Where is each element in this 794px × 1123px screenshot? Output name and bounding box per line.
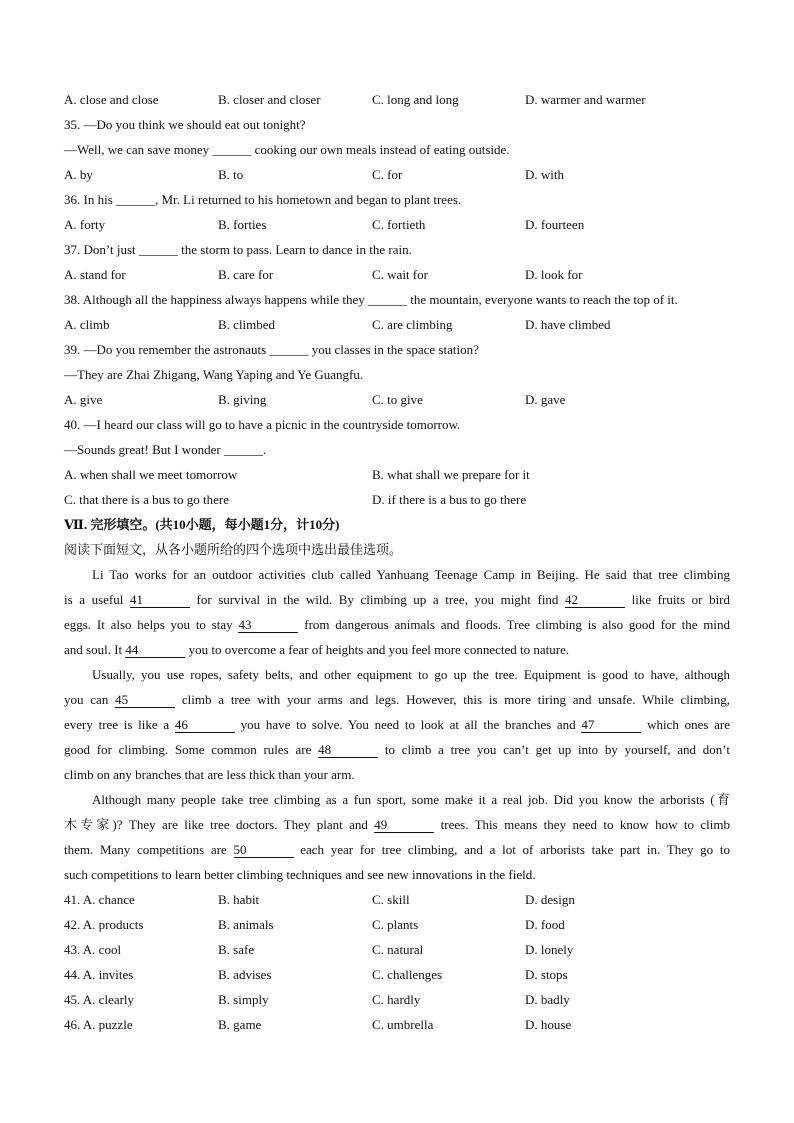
q39-option-c: C. to give bbox=[372, 392, 423, 407]
blank-47: 47 bbox=[581, 718, 641, 733]
q36-option-a: A. forty bbox=[64, 217, 106, 232]
q44-option-a: 44. A. invites bbox=[64, 967, 134, 982]
q40-option-c: C. that there is a bus to go there bbox=[64, 492, 229, 507]
q35-option-c: C. for bbox=[372, 167, 403, 182]
passage-p2-line2 bbox=[64, 691, 730, 708]
passage-p3-line1: Although many people take tree climbing as a fun sport, some make it a real job. Did you know the arborists (育 bbox=[92, 792, 730, 807]
text-segment: and soul. It bbox=[64, 642, 123, 657]
q40-reply bbox=[64, 441, 730, 458]
q38-option-d: D. have climbed bbox=[525, 317, 611, 332]
q39-stem-part2: you classes in the space station? bbox=[311, 342, 479, 357]
q36-option-d: D. fourteen bbox=[525, 217, 585, 232]
section-instruction: 阅读下面短文，从各小题所给的四个选项中选出最佳选项。 bbox=[64, 542, 403, 557]
q34-option-b: B. closer and closer bbox=[218, 92, 321, 107]
q42-option-b: B. animals bbox=[218, 917, 274, 932]
passage-p1-line3 bbox=[64, 616, 730, 633]
q40-option-a: A. when shall we meet tomorrow bbox=[64, 467, 238, 482]
q43-option-a: 43. A. cool bbox=[64, 942, 122, 957]
text-segment: which ones are bbox=[647, 717, 731, 732]
q39-option-d: D. gave bbox=[525, 392, 566, 407]
q42-option-d: D. food bbox=[525, 917, 565, 932]
q44-option-b: B. advises bbox=[218, 967, 272, 982]
q41-option-b: B. habit bbox=[218, 892, 260, 907]
q40-blank: ______ bbox=[223, 442, 263, 457]
q41-option-c: C. skill bbox=[372, 892, 410, 907]
passage-p3-line4: such competitions to learn better climbing techniques and see new innovations in the field. bbox=[64, 867, 536, 882]
text-segment: 木专家)? They are like tree doctors. They plant and bbox=[64, 817, 368, 832]
q35-reply bbox=[64, 141, 730, 158]
q46-option-a: 46. A. puzzle bbox=[64, 1017, 133, 1032]
q38-option-a: A. climb bbox=[64, 317, 110, 332]
q36-stem bbox=[64, 191, 730, 208]
blank-41: 41 bbox=[130, 593, 190, 608]
q35-option-d: D. with bbox=[525, 167, 564, 182]
q39-blank: ______ bbox=[269, 342, 309, 357]
q35-stem: 35. —Do you think we should eat out tonight? bbox=[64, 117, 306, 132]
q35-blank: ______ bbox=[212, 142, 252, 157]
section-title: Ⅶ. 完形填空。(共10小题，每小题1分，计10分) bbox=[64, 517, 340, 532]
q37-stem-part1: 37. Don’t just bbox=[64, 242, 136, 257]
q37-option-b: B. care for bbox=[218, 267, 274, 282]
q34-option-d: D. warmer and warmer bbox=[525, 92, 646, 107]
q38-option-b: B. climbed bbox=[218, 317, 276, 332]
blank-44: 44 bbox=[125, 643, 185, 658]
blank-45: 45 bbox=[115, 693, 175, 708]
q39-reply: —They are Zhai Zhigang, Wang Yaping and Ye Guangfu. bbox=[64, 367, 364, 382]
q40-stem: 40. —I heard our class will go to have a picnic in the countryside tomorrow. bbox=[64, 417, 461, 432]
q36-stem-part1: 36. In his bbox=[64, 192, 113, 207]
passage-p3-line3 bbox=[64, 841, 730, 858]
text-segment: each year for tree climbing, and a lot of arborists take part in. They go to bbox=[300, 842, 731, 857]
passage-p2-line4 bbox=[64, 741, 730, 758]
q39-stem-part1: 39. —Do you remember the astronauts bbox=[64, 342, 267, 357]
q39-option-a: A. give bbox=[64, 392, 103, 407]
blank-49: 49 bbox=[374, 818, 434, 833]
q44-option-c: C. challenges bbox=[372, 967, 443, 982]
q40-option-b: B. what shall we prepare for it bbox=[372, 467, 530, 482]
text-segment: is a useful bbox=[64, 592, 124, 607]
q35-reply-part1: —Well, we can save money bbox=[64, 142, 210, 157]
blank-50: 50 bbox=[234, 843, 294, 858]
passage-p3-line2 bbox=[64, 816, 730, 833]
q40-reply-part2: . bbox=[262, 442, 267, 457]
q34-option-a: A. close and close bbox=[64, 92, 159, 107]
q38-option-c: C. are climbing bbox=[372, 317, 453, 332]
q35-option-b: B. to bbox=[218, 167, 244, 182]
q42-option-c: C. plants bbox=[372, 917, 419, 932]
q45-option-c: C. hardly bbox=[372, 992, 421, 1007]
q45-option-b: B. simply bbox=[218, 992, 269, 1007]
passage-p1-line2 bbox=[64, 591, 730, 608]
q42-option-a: 42. A. products bbox=[64, 917, 144, 932]
q38-stem bbox=[64, 291, 730, 308]
q37-blank: ______ bbox=[138, 242, 178, 257]
q40-reply-part1: —Sounds great! But I wonder bbox=[64, 442, 221, 457]
q36-stem-part2: , Mr. Li returned to his hometown and began to plant trees. bbox=[155, 192, 462, 207]
q46-option-c: C. umbrella bbox=[372, 1017, 434, 1032]
text-segment: eggs. It also helps you to stay bbox=[64, 617, 233, 632]
q35-option-a: A. by bbox=[64, 167, 93, 182]
blank-48: 48 bbox=[318, 743, 378, 758]
text-segment: you can bbox=[64, 692, 109, 707]
text-segment: good for climbing. Some common rules are bbox=[64, 742, 312, 757]
blank-46: 46 bbox=[175, 718, 235, 733]
q34-option-c: C. long and long bbox=[372, 92, 459, 107]
passage-p1-line1: Li Tao works for an outdoor activities club called Yanhuang Teenage Camp in Beijing. He said that tree climbing bbox=[92, 567, 730, 582]
q37-option-d: D. look for bbox=[525, 267, 583, 282]
text-segment: every tree is like a bbox=[64, 717, 170, 732]
q46-option-b: B. game bbox=[218, 1017, 262, 1032]
q40-option-d: D. if there is a bus to go there bbox=[372, 492, 527, 507]
q38-blank: ______ bbox=[368, 292, 408, 307]
q43-option-d: D. lonely bbox=[525, 942, 574, 957]
blank-42: 42 bbox=[565, 593, 625, 608]
q46-option-d: D. house bbox=[525, 1017, 572, 1032]
text-segment: to climb a tree you can’t get up into by yourself, and don’t bbox=[384, 742, 731, 757]
q35-reply-part2: cooking our own meals instead of eating outside. bbox=[254, 142, 510, 157]
text-segment: trees. This means they need to know how to climb bbox=[440, 817, 731, 832]
q39-stem bbox=[64, 341, 730, 358]
q36-blank: ______ bbox=[116, 192, 155, 207]
q37-option-a: A. stand for bbox=[64, 267, 126, 282]
text-segment: you to overcome a fear of heights and you feel more connected to nature. bbox=[188, 642, 570, 657]
q41-option-d: D. design bbox=[525, 892, 575, 907]
text-segment: you have to solve. You need to look at all the branches and bbox=[240, 717, 576, 732]
q43-option-c: C. natural bbox=[372, 942, 424, 957]
text-segment: climb a tree with your arms and legs. However, this is more tiring and unsafe. While climbing, bbox=[181, 692, 731, 707]
q38-stem-part2: the mountain, everyone wants to reach the top of it. bbox=[410, 292, 678, 307]
q44-option-d: D. stops bbox=[525, 967, 568, 982]
passage-p1-line4 bbox=[64, 641, 730, 658]
passage-p2-line5: climb on any branches that are less thick than your arm. bbox=[64, 767, 355, 782]
q45-option-d: D. badly bbox=[525, 992, 570, 1007]
passage-p2-line1: Usually, you use ropes, safety belts, and other equipment to go up the tree. Equipment is good to have, although bbox=[92, 667, 730, 682]
q43-option-b: B. safe bbox=[218, 942, 255, 957]
q36-option-c: C. fortieth bbox=[372, 217, 426, 232]
blank-43: 43 bbox=[238, 618, 298, 633]
passage-p2-line3 bbox=[64, 716, 730, 733]
q39-option-b: B. giving bbox=[218, 392, 267, 407]
text-segment: like fruits or bird bbox=[631, 592, 731, 607]
q36-option-b: B. forties bbox=[218, 217, 267, 232]
q45-option-a: 45. A. clearly bbox=[64, 992, 135, 1007]
q38-stem-part1: 38. Although all the happiness always happens while they bbox=[64, 292, 365, 307]
q37-stem-part2: the storm to pass. Learn to dance in the rain. bbox=[181, 242, 412, 257]
q37-stem bbox=[64, 241, 730, 258]
q37-option-c: C. wait for bbox=[372, 267, 428, 282]
q41-option-a: 41. A. chance bbox=[64, 892, 135, 907]
text-segment: for survival in the wild. By climbing up a tree, you might find bbox=[196, 592, 559, 607]
text-segment: from dangerous animals and floods. Tree climbing is also good for the mind bbox=[304, 617, 731, 632]
text-segment: them. Many competitions are bbox=[64, 842, 227, 857]
